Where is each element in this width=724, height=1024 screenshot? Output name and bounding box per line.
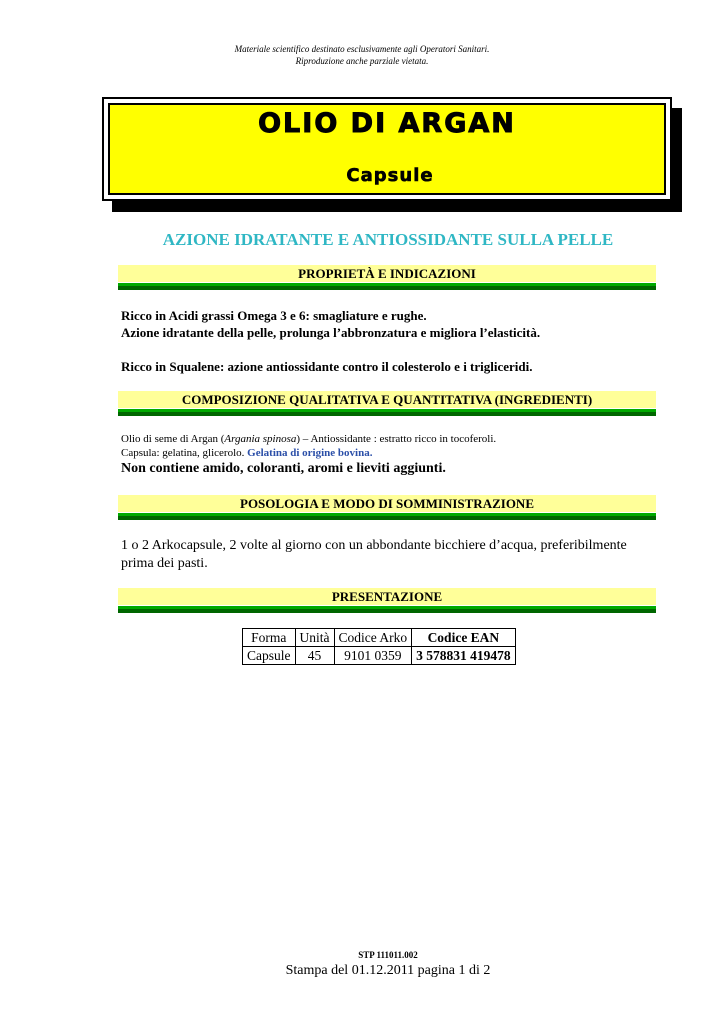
table-header-cell: Codice EAN <box>412 629 516 647</box>
section-heading-presentation: PRESENTAZIONE <box>118 588 656 613</box>
table-cell: Capsule <box>243 647 296 665</box>
product-subtitle: Capsule <box>346 165 434 186</box>
table-header-cell: Forma <box>243 629 296 647</box>
table-cell: 45 <box>295 647 334 665</box>
disclaimer-line-2: Riproduzione anche parziale vietata. <box>295 56 429 66</box>
table-header-row <box>243 629 516 647</box>
composition-line-1-post: ) – Antiossidante : estratto ricco in tocoferoli. <box>296 433 497 445</box>
bovine-gelatin-note: Gelatina di origine bovina. <box>247 447 373 459</box>
properties-line-1: Ricco in Acidi grassi Omega 3 e 6: smagliature e rughe. <box>121 308 427 323</box>
properties-line-3: Ricco in Squalene: azione antiossidante contro il colesterolo e i trigliceridi. <box>121 359 533 374</box>
print-info: Stampa del 01.12.2011 pagina 1 di 2 <box>285 963 491 978</box>
composition-line-1-pre: Olio di seme di Argan ( <box>121 433 225 445</box>
section-heading-properties: PROPRIETÀ E INDICAZIONI <box>118 265 656 290</box>
headline: AZIONE IDRATANTE E ANTIOSSIDANTE SULLA PELLE <box>162 230 614 249</box>
document-code: STP 111011.002 <box>358 950 418 960</box>
disclaimer-line-1: Materiale scientifico destinato esclusivamente agli Operatori Sanitari. <box>234 44 490 54</box>
properties-line-2: Azione idratante della pelle, prolunga l’abbronzatura e migliora l’elasticità. <box>121 325 541 340</box>
dosage-text: 1 o 2 Arkocapsule, 2 volte al giorno con un abbondante bicchiere d’acqua, preferibilmente prima dei pasti. <box>121 538 627 571</box>
composition-line-2-pre: Capsula: gelatina, glicerolo. <box>121 447 248 459</box>
product-title: OLIO DI ARGAN <box>258 108 516 139</box>
section-heading-composition: COMPOSIZIONE QUALITATIVA E QUANTITATIVA (INGREDIENTI) <box>118 391 656 416</box>
composition-line-1 <box>121 432 496 446</box>
composition-line-2 <box>121 446 372 460</box>
presentation-table <box>242 628 516 665</box>
composition-line-3: Non contiene amido, coloranti, aromi e lieviti aggiunti. <box>121 461 446 476</box>
section-heading-dosage: POSOLOGIA E MODO DI SOMMINISTRAZIONE <box>118 495 656 520</box>
table-cell: 9101 0359 <box>334 647 412 665</box>
table-row <box>243 647 516 665</box>
species-name: Argania spinosa <box>224 433 297 445</box>
table-cell: 3 578831 419478 <box>412 647 516 665</box>
table-header-cell: Codice Arko <box>334 629 412 647</box>
table-header-cell: Unità <box>295 629 334 647</box>
